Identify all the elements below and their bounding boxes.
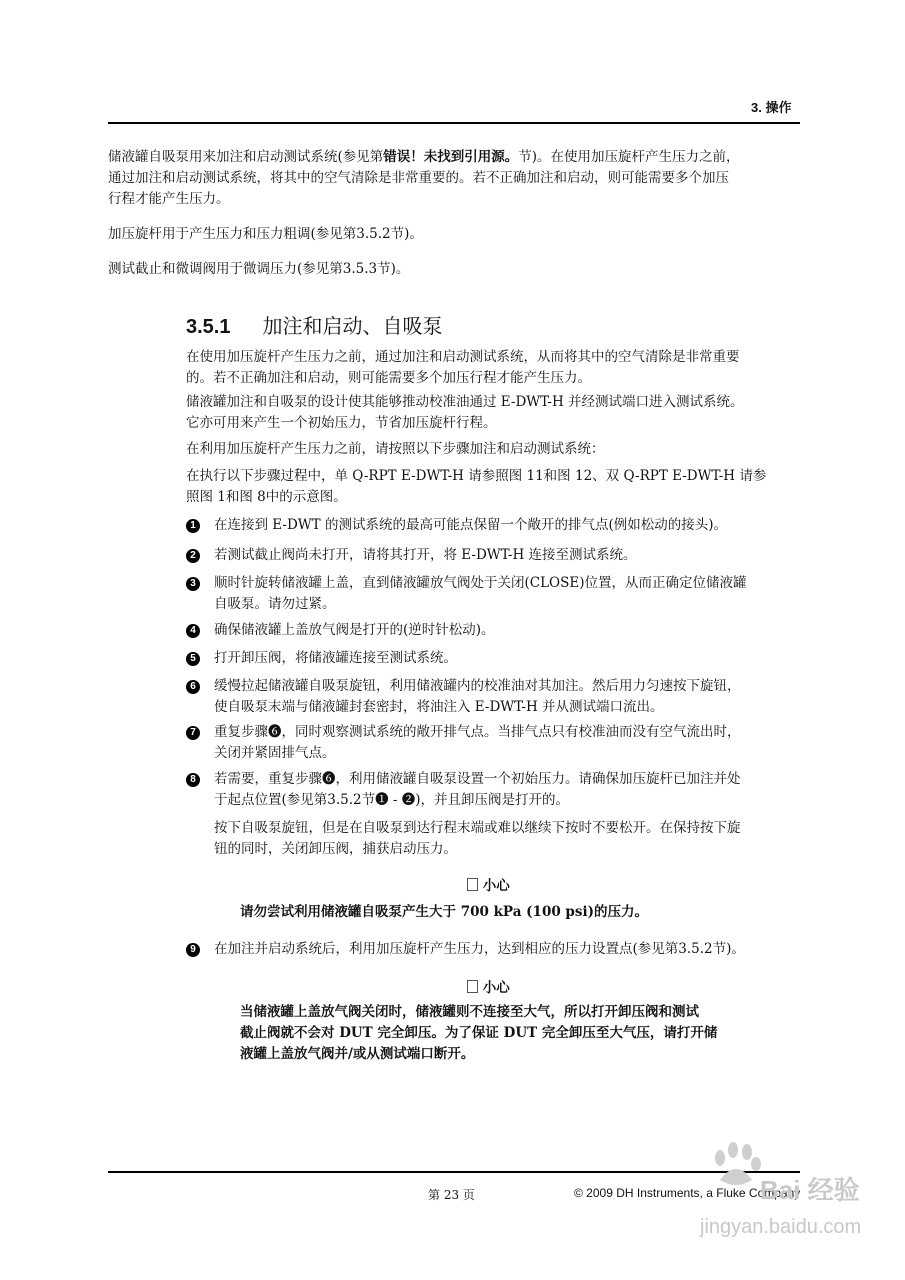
caution-title-2: 小心 bbox=[467, 976, 510, 996]
watermark-url: jingyan.baidu.com bbox=[700, 1216, 862, 1238]
body-paragraph-2: 储液罐加注和自吸泵的设计使其能够推动校准油通过 E-DWT-H 并经测试端口进入测试系统。 它亦可用来产生一个初始压力，节省加压旋杆行程。 bbox=[186, 394, 744, 431]
step-marker-7: 7 bbox=[186, 726, 200, 740]
caution-text-1: 请勿尝试利用储液罐自吸泵产生大于 700 kPa (100 psi)的压力。 bbox=[240, 904, 648, 920]
intro-paragraph-3: 测试截止和微调阀用于微调压力(参见第3.5.3节)。 bbox=[108, 261, 410, 277]
caution-text-2: 当储液罐上盖放气阀关闭时，储液罐则不连接至大气，所以打开卸压阀和测试 截止阀就不会对 DUT 完全卸压。为了保证 DUT 完全卸压至大气压，请打开储 液罐上盖放气阀并/或从测试端口断开。 bbox=[240, 1004, 718, 1062]
body-paragraph-1: 在使用加压旋杆产生压力之前，通过加注和启动测试系统，从而将其中的空气清除是非常重要 的。若不正确加注和启动，则可能需要多个加压行程才能产生压力。 bbox=[186, 349, 740, 386]
step-marker-9: 9 bbox=[186, 943, 200, 957]
intro-paragraph-2: 加压旋杆用于产生压力和压力粗调(参见第3.5.2节)。 bbox=[108, 226, 423, 242]
step-marker-4: 4 bbox=[186, 624, 200, 638]
step-6: 缓慢拉起储液罐自吸泵旋钮，利用储液罐内的校准油对其加注。然后用力匀速按下旋钮， 使自吸泵末端与储液罐封套密封，将油注入 E-DWT-H 并从测试端口流出。 bbox=[214, 678, 741, 715]
step-marker-5: 5 bbox=[186, 652, 200, 666]
copyright: © 2009 DH Instruments, a Fluke Company bbox=[574, 1186, 801, 1200]
step-2: 若测试截止阀尚未打开，请将其打开，将 E-DWT-H 连接至测试系统。 bbox=[214, 547, 637, 563]
step-4: 确保储液罐上盖放气阀是打开的(逆时针松动)。 bbox=[214, 622, 495, 638]
step-9: 在加注并启动系统后，利用加压旋杆产生压力，达到相应的压力设置点(参见第3.5.2节)。 bbox=[214, 941, 745, 957]
footer-rule bbox=[108, 1171, 800, 1173]
step-marker-6: 6 bbox=[186, 680, 200, 694]
paw-logo-icon bbox=[706, 1140, 766, 1190]
page-number: 第 23 页 bbox=[428, 1188, 475, 1202]
section-title: 加注和启动、自吸泵 bbox=[262, 316, 443, 338]
step-5: 打开卸压阀，将储液罐连接至测试系统。 bbox=[214, 650, 457, 666]
step-8-note: 按下自吸泵旋钮，但是在自吸泵到达行程末端或难以继续下按时不要松开。在保持按下旋 钮的同时，关闭卸压阀，捕获启动压力。 bbox=[214, 820, 741, 857]
caution-icon bbox=[467, 878, 478, 891]
reference-error: 错误！未找到引用源。 bbox=[383, 149, 519, 165]
step-marker-8: 8 bbox=[186, 773, 200, 787]
step-marker-1: 1 bbox=[186, 519, 200, 533]
step-marker-3: 3 bbox=[186, 577, 200, 591]
watermark-brand: Bai 经验 bbox=[760, 1175, 860, 1205]
intro-paragraph-1: 储液罐自吸泵用来加注和启动测试系统(参见第错误！未找到引用源。节)。在使用加压旋杆产生压力之前， 通过加注和启动测试系统，将其中的空气清除是非常重要的。若不正确加注和启动，则可能需要多个加压 行程才能产生压力。 bbox=[108, 149, 740, 207]
body-paragraph-4: 在执行以下步骤过程中，单 Q-RPT E-DWT-H 请参照图 11和图 12、双 Q-RPT E-DWT-H 请参 照图 1和图 8中的示意图。 bbox=[186, 468, 767, 505]
section-heading bbox=[186, 310, 442, 339]
section-number: 3.5.1 bbox=[186, 316, 231, 338]
caution-icon bbox=[467, 980, 478, 993]
caution-title-1: 小心 bbox=[467, 874, 510, 894]
step-3: 顺时针旋转储液罐上盖，直到储液罐放气阀处于关闭(CLOSE)位置，从而正确定位储液罐 自吸泵。请勿过紧。 bbox=[214, 575, 747, 612]
chapter-header: 3. 操作 bbox=[751, 100, 792, 115]
step-7: 重复步骤❻，同时观察测试系统的敞开排气点。当排气点只有校准油而没有空气流出时， 关闭并紧固排气点。 bbox=[214, 724, 741, 761]
step-8: 若需要，重复步骤❻，利用储液罐自吸泵设置一个初始压力。请确保加压旋杆已加注并处 于起点位置(参见第3.5.2节❶ - ❷)，并且卸压阀是打开的。 bbox=[214, 771, 741, 808]
body-paragraph-3: 在利用加压旋杆产生压力之前，请按照以下步骤加注和启动测试系统： bbox=[186, 441, 605, 457]
step-1: 在连接到 E-DWT 的测试系统的最高可能点保留一个敞开的排气点(例如松动的接头)。 bbox=[214, 517, 727, 533]
header-rule bbox=[108, 122, 800, 124]
step-marker-2: 2 bbox=[186, 549, 200, 563]
